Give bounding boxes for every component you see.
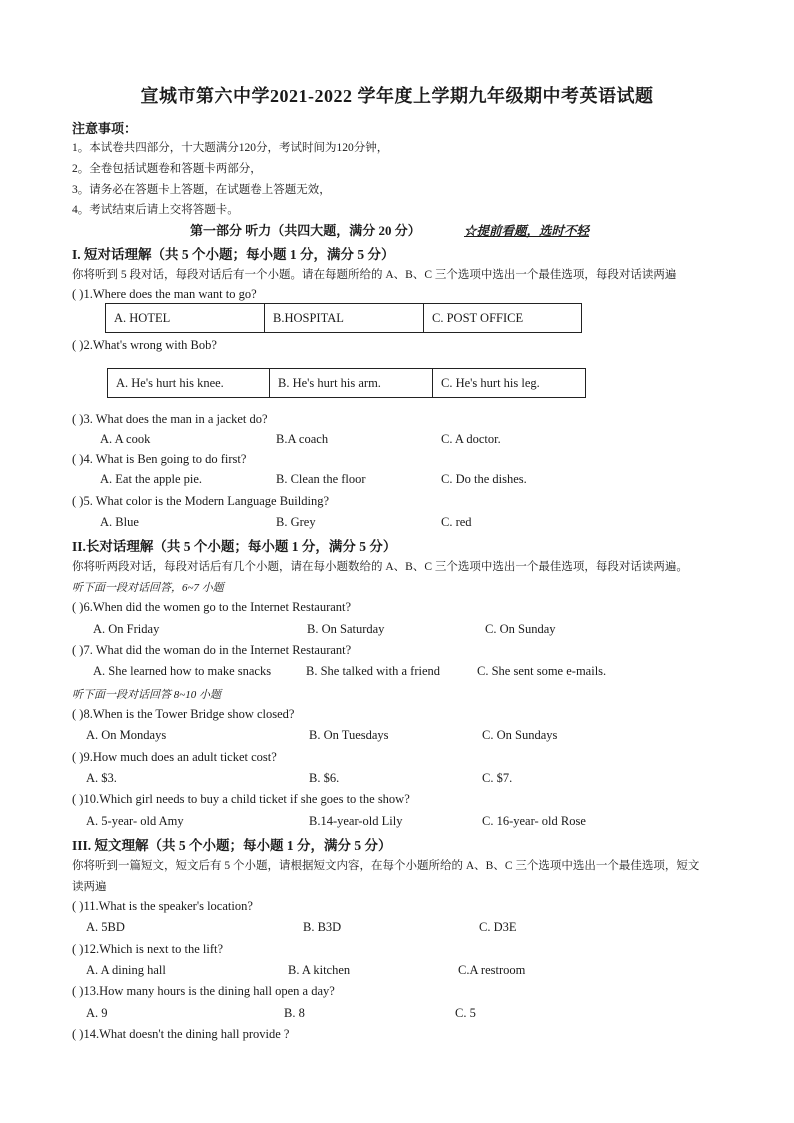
option-a: A. Blue — [100, 515, 139, 529]
option-c: C. She sent some e-mails. — [477, 664, 607, 678]
option-b: B. $6. — [309, 771, 340, 785]
option-c: C. He's hurt his leg. — [433, 369, 586, 398]
option-a: A. 5-year- old Amy — [86, 814, 184, 828]
option-b: B. A kitchen — [288, 963, 351, 977]
listening-hint: 听下面一段对话回答，6~7 小题 — [72, 582, 224, 594]
note-item: 3。请务必在答题卡上答题，在试题卷上答题无效， — [72, 184, 331, 196]
option-a: A. 5BD — [86, 920, 125, 934]
option-b: B.HOSPITAL — [265, 304, 424, 333]
note-item: 4。考试结束后请上交将答题卡。 — [72, 204, 239, 216]
option-b: B. On Tuesdays — [309, 728, 389, 742]
question-stem: ( )3. What does the man in a jacket do? — [72, 412, 268, 426]
note-item: 2。全卷包括试题卷和答题卡两部分， — [72, 163, 262, 175]
option-c: C. $7. — [482, 771, 513, 785]
question-stem: ( )2.What's wrong with Bob? — [72, 338, 217, 352]
options-table — [105, 303, 582, 333]
option-c: C.A restroom — [458, 963, 526, 977]
options-table — [107, 368, 586, 398]
page-title: 宣城市第六中学2021-2022 学年度上学期九年级期中考英语试题 — [140, 86, 654, 106]
section-instructions: 你将听到 5 段对话，每段对话后有一个小题。请在每题所给的 A、B、C 三个选项中选出一个最佳选项，每段对话读两遍 — [72, 269, 677, 281]
option-b: B. Grey — [276, 515, 316, 529]
part-note: ☆提前看题，选时不轻 — [464, 224, 590, 238]
option-a: A. She learned how to make snacks — [93, 664, 272, 678]
option-c: C. D3E — [479, 920, 517, 934]
option-b: B. 8 — [284, 1006, 305, 1020]
option-c: C. POST OFFICE — [424, 304, 582, 333]
option-c: C. On Sunday — [485, 622, 556, 636]
option-c: C. red — [441, 515, 472, 529]
option-b: B. She talked with a friend — [306, 664, 440, 678]
section-instructions: 读两遍 — [72, 881, 107, 893]
section-title: II.长对话理解（共 5 个小题；每小题 1 分，满分 5 分） — [72, 539, 397, 554]
question-stem: ( )6.When did the women go to the Internet Restaurant? — [72, 600, 352, 614]
option-a: A. On Friday — [93, 622, 160, 636]
question-stem: ( )13.How many hours is the dining hall open a day? — [72, 984, 335, 998]
part-heading: 第一部分 听力（共四大题，满分 20 分） — [190, 223, 421, 238]
option-a: A. $3. — [86, 771, 117, 785]
option-a: A. Eat the apple pie. — [100, 472, 203, 486]
question-stem: ( )12.Which is next to the lift? — [72, 942, 224, 956]
question-stem: ( )14.What doesn't the dining hall provide ? — [72, 1027, 290, 1041]
question-stem: ( )7. What did the woman do in the Internet Restaurant? — [72, 643, 352, 657]
question-stem: ( )10.Which girl needs to buy a child ticket if she goes to the show? — [72, 792, 410, 806]
option-b: B. On Saturday — [307, 622, 385, 636]
option-c: C. 16-year- old Rose — [482, 814, 586, 828]
section-instructions: 你将听两段对话，每段对话后有几个小题，请在每小题数给的 A、B、C 三个选项中选出一个最佳选项，每段对话读两遍。 — [72, 561, 688, 573]
option-c: C. 5 — [455, 1006, 476, 1020]
option-b: B. Clean the floor — [276, 472, 366, 486]
option-b: B. He's hurt his arm. — [270, 369, 433, 398]
option-b: B.A coach — [276, 432, 329, 446]
section-title: I. 短对话理解（共 5 个小题；每小题 1 分，满分 5 分） — [72, 247, 395, 262]
option-a: A. 9 — [86, 1006, 108, 1020]
option-b: B. B3D — [303, 920, 342, 934]
question-stem: ( )8.When is the Tower Bridge show closed? — [72, 707, 295, 721]
option-a: A. On Mondays — [86, 728, 167, 742]
question-stem: ( )4. What is Ben going to do first? — [72, 452, 247, 466]
option-a: A. He's hurt his knee. — [108, 369, 270, 398]
listening-hint: 听下面一段对话回答 8~10 小题 — [72, 689, 221, 701]
option-c: C. On Sundays — [482, 728, 558, 742]
question-stem: ( )11.What is the speaker's location? — [72, 899, 253, 913]
question-stem: ( )5. What color is the Modern Language Building? — [72, 494, 329, 508]
option-b: B.14-year-old Lily — [309, 814, 403, 828]
option-c: C. Do the dishes. — [441, 472, 527, 486]
section-instructions: 你将听到一篇短文，短文后有 5 个小题，请根据短文内容，在每个小题所给的 A、B、C 三个选项中选出一个最佳选项，短文 — [72, 860, 700, 872]
option-a: A. A cook — [100, 432, 151, 446]
option-c: C. A doctor. — [441, 432, 501, 446]
section-title: III. 短文理解（共 5 个小题；每小题 1 分，满分 5 分） — [72, 838, 392, 853]
option-a: A. A dining hall — [86, 963, 166, 977]
question-stem: ( )1.Where does the man want to go? — [72, 287, 257, 301]
option-a: A. HOTEL — [106, 304, 265, 333]
question-stem: ( )9.How much does an adult ticket cost? — [72, 750, 277, 764]
notes-heading: 注意事项： — [72, 121, 138, 136]
note-item: 1。本试卷共四部分，十大题满分120分，考试时间为120分钟， — [72, 142, 389, 154]
